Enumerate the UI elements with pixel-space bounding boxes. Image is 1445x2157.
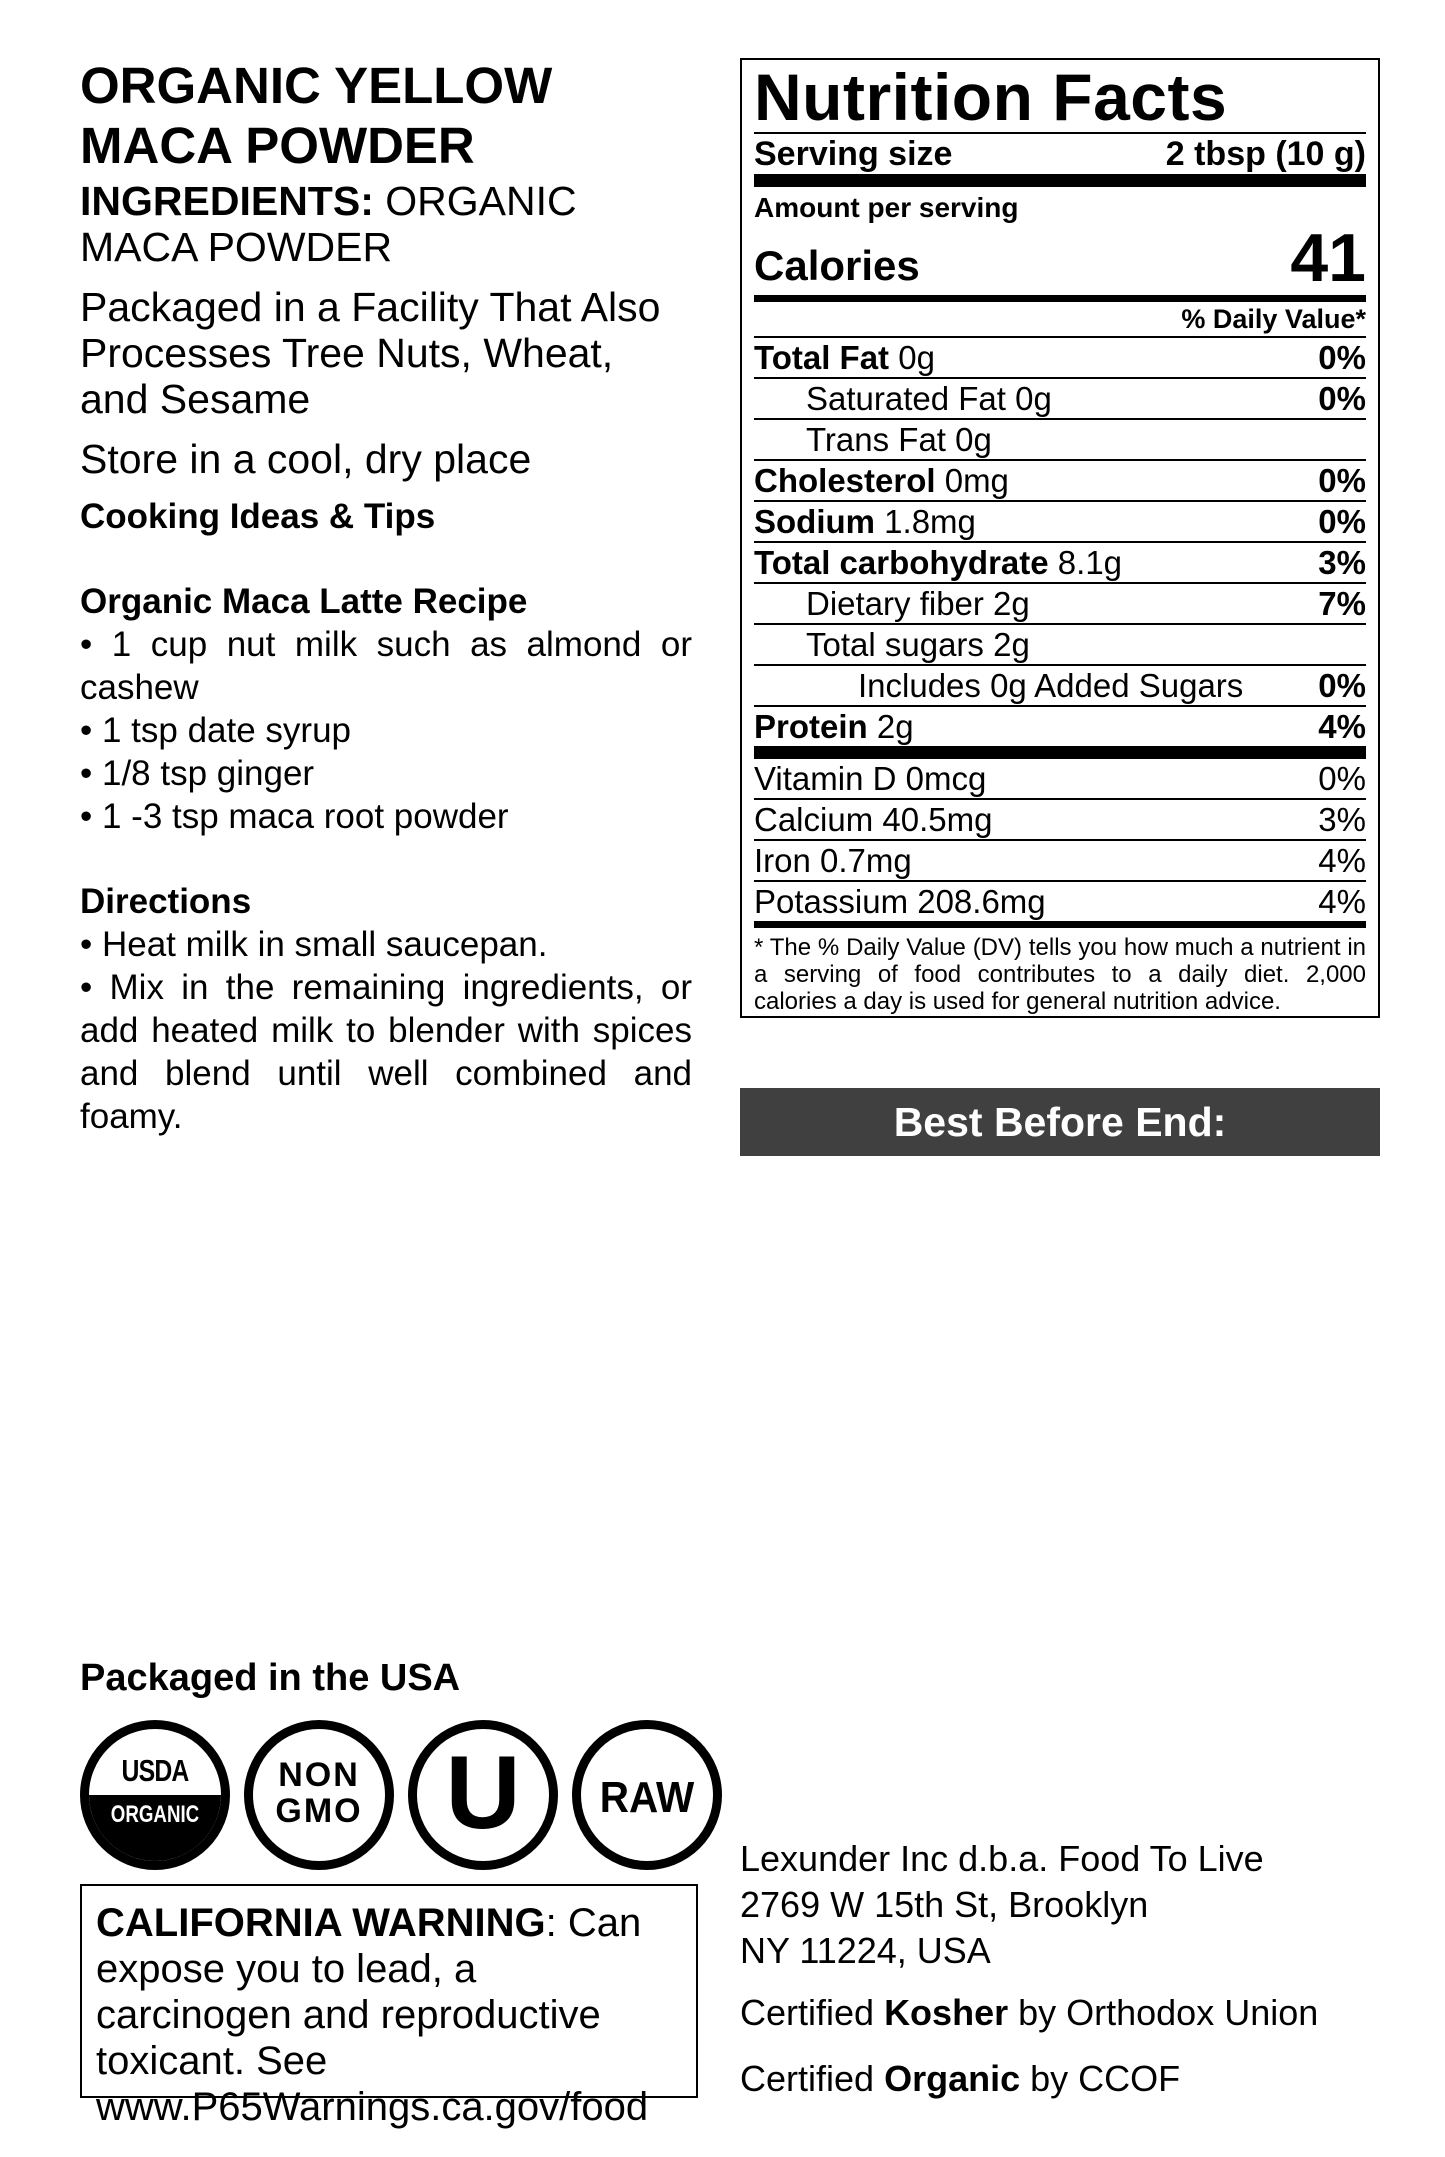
nutrient-row-trans-fat	[754, 418, 1366, 459]
ingredients	[80, 178, 692, 270]
ingredients-text: ORGANIC MACA POWDER	[80, 178, 577, 270]
nutrient-name: Protein	[754, 708, 868, 745]
nutrient-row-fiber	[754, 582, 1366, 623]
nutrient-row-calcium	[754, 798, 1366, 839]
nutrient-dv: 0%	[1318, 462, 1366, 499]
nutrient-row-protein	[754, 705, 1366, 746]
direction-item: • Heat milk in small saucepan.	[80, 925, 548, 964]
nutrient-amount: 0mg	[944, 462, 1009, 499]
allergen-statement: Packaged in a Facility That Also Processes Tree Nuts, Wheat, and Sesame	[80, 284, 661, 422]
nutrient-row-sodium	[754, 500, 1366, 541]
product-info	[80, 56, 692, 1138]
best-before-banner: Best Before End:	[740, 1088, 1380, 1156]
kosher-certification: Certified Kosher by Orthodox Union	[740, 1992, 1319, 2033]
company-line3: NY 11224, USA	[740, 1930, 991, 1971]
daily-value-header: % Daily Value*	[1181, 304, 1366, 334]
non-gmo-line2: GMO	[275, 1792, 363, 1830]
raw-text: RAW	[599, 1773, 695, 1822]
direction-item: • Mix in the remaining ingredients, or add heated milk to blender with spices and blend until well combined and foamy.	[80, 968, 692, 1136]
nutrient-amount: 0g	[898, 339, 935, 376]
daily-value-footnote: * The % Daily Value (DV) tells you how much a nutrient in a serving of food contributes to a daily diet. 2,000 calories a day is used for general nutrition advice.	[754, 934, 1366, 1015]
nutrient-row-cholesterol	[754, 459, 1366, 500]
nutrient-row-vitamin-d	[754, 759, 1366, 798]
nutrition-title: Nutrition Facts	[754, 60, 1228, 134]
storage-instructions: Store in a cool, dry place	[80, 436, 532, 482]
product-title-line2: MACA POWDER	[80, 117, 475, 174]
nutrient-name: Total sugars 2g	[806, 626, 1030, 663]
nutrient-name: Cholesterol	[754, 462, 936, 499]
nutrient-dv: 3%	[1318, 801, 1366, 838]
nutrient-row-potassium	[754, 880, 1366, 921]
nutrient-name: Trans Fat 0g	[806, 421, 992, 458]
recipe-item: • 1 tsp date syrup	[80, 711, 352, 750]
nutrient-name: Includes 0g Added Sugars	[858, 667, 1244, 704]
serving-label: Serving size	[754, 135, 953, 173]
nutrient-dv: 4%	[1318, 883, 1366, 920]
nutrient-dv: 0%	[1318, 760, 1366, 797]
product-title	[80, 56, 692, 176]
nutrient-name: Potassium 208.6mg	[754, 883, 1046, 920]
nutrient-name: Iron 0.7mg	[754, 842, 912, 879]
certification-badges	[80, 1720, 720, 1870]
nutrient-dv: 7%	[1318, 585, 1366, 622]
nutrient-name: Total Fat	[754, 339, 890, 376]
tips-heading: Cooking Ideas & Tips	[80, 497, 436, 536]
serving-value: 2 tbsp (10 g)	[1165, 135, 1366, 173]
company-line1: Lexunder Inc d.b.a. Food To Live	[740, 1838, 1264, 1879]
calories-row	[754, 220, 1366, 296]
nutrient-dv: 0%	[1318, 380, 1366, 417]
kosher-ou-seal	[408, 1720, 558, 1870]
recipe-heading: Organic Maca Latte Recipe	[80, 582, 528, 621]
nutrient-row-total-fat	[754, 336, 1366, 377]
nutrient-dv: 0%	[1318, 667, 1366, 704]
nutrient-row-saturated-fat	[754, 377, 1366, 418]
usda-organic-seal	[80, 1720, 230, 1870]
nutrient-name: Calcium 40.5mg	[754, 801, 993, 838]
warning-text: : Can expose you to lead, a carcinogen and reproductive toxicant. See www.P65Warnings.ca.gov/food	[96, 1901, 649, 2129]
nutrient-amount: 1.8mg	[884, 503, 976, 540]
raw-seal	[572, 1720, 722, 1870]
serving-size-row	[754, 134, 1366, 174]
nutrient-row-total-sugars	[754, 623, 1366, 664]
nutrient-row-iron	[754, 839, 1366, 880]
recipe-item: • 1 cup nut milk such as almond or cashew	[80, 625, 692, 707]
nutrient-row-added-sugars	[754, 664, 1366, 705]
kosher-word: Kosher	[884, 1992, 1009, 2033]
california-warning	[80, 1884, 698, 2129]
nutrient-dv: 0%	[1318, 503, 1366, 540]
warning-label: CALIFORNIA WARNING	[96, 1901, 546, 1945]
nutrient-name: Dietary fiber 2g	[806, 585, 1030, 622]
usda-seal-top-text: USDA	[121, 1753, 189, 1788]
nutrient-dv: 3%	[1318, 544, 1366, 581]
non-gmo-seal	[244, 1720, 394, 1870]
recipe-item: • 1/8 tsp ginger	[80, 754, 315, 793]
product-title-line1: ORGANIC YELLOW	[80, 57, 553, 114]
usda-seal-bottom-text: ORGANIC	[110, 1801, 200, 1828]
organic-word: Organic	[884, 2058, 1021, 2099]
directions-heading: Directions	[80, 882, 252, 921]
nutrient-name: Saturated Fat 0g	[806, 380, 1052, 417]
recipe-item: • 1 -3 tsp maca root powder	[80, 797, 509, 836]
amount-per-serving: Amount per serving	[754, 192, 1019, 223]
nutrient-amount: 8.1g	[1057, 544, 1123, 581]
company-line2: 2769 W 15th St, Brooklyn	[740, 1884, 1149, 1925]
nutrient-name: Sodium	[754, 503, 875, 540]
nutrient-row-total-carb	[754, 541, 1366, 582]
ingredients-label: INGREDIENTS:	[80, 178, 374, 224]
nutrient-dv: 0%	[1318, 339, 1366, 376]
nutrient-dv: 4%	[1318, 708, 1366, 745]
packaged-in-usa: Packaged in the USA	[80, 1657, 461, 1699]
nutrient-name: Total carbohydrate	[754, 544, 1049, 581]
nutrient-amount: 2g	[876, 708, 914, 745]
organic-certification: Certified Organic by CCOF	[740, 2058, 1181, 2099]
company-address	[740, 1836, 1264, 1974]
nutrient-dv: 4%	[1318, 842, 1366, 879]
calories-value: 41	[1290, 220, 1366, 296]
nutrient-name: Vitamin D 0mcg	[754, 760, 987, 797]
calories-label: Calories	[754, 242, 920, 289]
non-gmo-line1: NON	[278, 1756, 360, 1794]
kosher-u-symbol: U	[445, 1735, 521, 1851]
nutrition-facts-panel	[740, 58, 1380, 1018]
